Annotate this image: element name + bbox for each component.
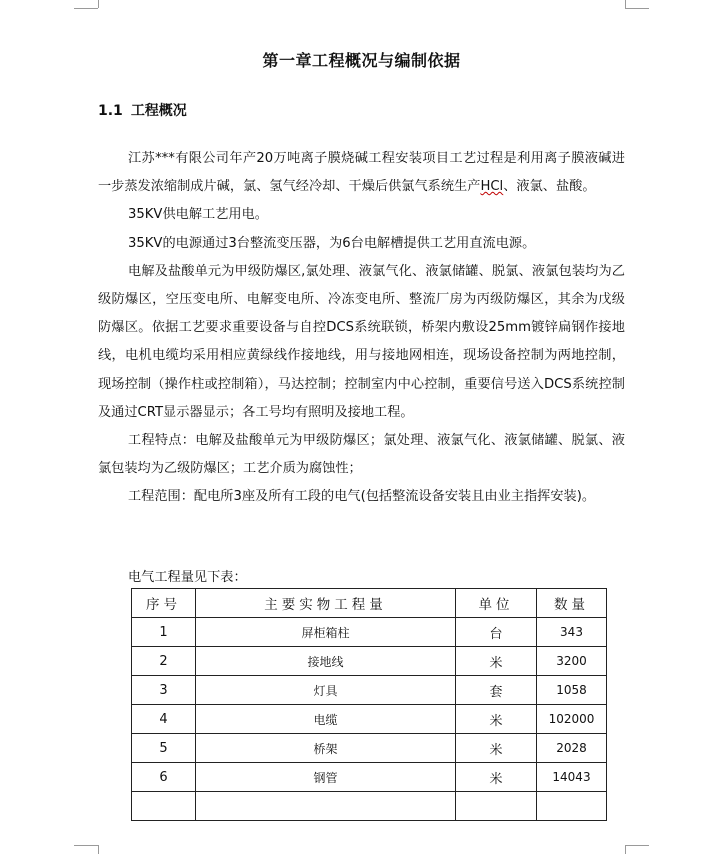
table-row <box>132 763 607 792</box>
crop-mark <box>625 845 626 854</box>
paragraph: 工程范围：配电所3座及所有工段的电气(包括整流设备安装且由业主指挥安装)。 <box>128 489 596 505</box>
table-row <box>132 705 607 734</box>
table-caption: 电气工程量见下表： <box>128 570 247 585</box>
paragraph: 35KV供电解工艺用电。 <box>128 207 268 223</box>
section-number: 1.1 <box>98 103 123 119</box>
paragraph <box>98 145 625 201</box>
cell-no: 6 <box>132 763 196 792</box>
body-text <box>98 145 625 512</box>
crop-mark <box>625 0 626 8</box>
crop-mark <box>625 8 649 9</box>
cell-unit: 米 <box>456 734 537 763</box>
cell-no: 1 <box>132 618 196 647</box>
table-row <box>132 618 607 647</box>
cell-item: 钢管 <box>196 763 456 792</box>
header-unit: 单位 <box>456 589 537 618</box>
cell-qty: 102000 <box>537 705 607 734</box>
cell-qty: 343 <box>537 618 607 647</box>
cell-item: 电缆 <box>196 705 456 734</box>
cell-qty: 2028 <box>537 734 607 763</box>
paragraph: 35KV的电源通过3台整流变压器，为6台电解槽提供工艺用直流电源。 <box>128 235 536 251</box>
crop-mark <box>74 8 98 9</box>
paragraph-text: 江苏***有限公司年产20万吨离子膜烧碱工程安装项目工艺过程是利用离子膜液碱进一步蒸发浓缩制成片碱，氯、氢气经冷却、干燥后供氯气系统生产 <box>98 151 625 195</box>
crop-mark <box>74 845 98 846</box>
table-header-row <box>132 589 607 618</box>
table-row <box>132 734 607 763</box>
cell-unit <box>456 792 537 821</box>
quantity-table <box>131 588 607 821</box>
paragraph: 电解及盐酸单元为甲级防爆区,氯处理、液氯气化、液氯储罐、脱氯、液氯包装均为乙级防爆区，空压变电所、电解变电所、冷冻变电所、整流厂房为丙级防爆区，其余为戊级防爆区。依据工艺要求重要设备与自控DCS系统联锁，桥架内敷设25mm镀锌扁钢作接地线，电机电缆均采用相应黄绿线作接地线，用与接地网相连，现场设备控制为两地控制，现场控制（操作柱或控制箱），马达控制；控制室内中心控制，重要信号送入DCS系统控制及通过CRT显示器显示；各工号均有照明及接地工程。 <box>98 263 625 420</box>
cell-item: 灯具 <box>196 676 456 705</box>
table-row <box>132 676 607 705</box>
spellcheck-marked-word: HCl <box>480 179 504 195</box>
cell-qty: 3200 <box>537 647 607 676</box>
crop-mark <box>625 845 649 846</box>
cell-item <box>196 792 456 821</box>
cell-item: 桥架 <box>196 734 456 763</box>
cell-unit: 米 <box>456 763 537 792</box>
table-row-empty <box>132 792 607 821</box>
cell-unit: 米 <box>456 647 537 676</box>
paragraph: 工程特点：电解及盐酸单元为甲级防爆区；氯处理、液氯气化、液氯储罐、脱氯、液氯包装均为乙级防爆区；工艺介质为腐蚀性； <box>98 433 625 477</box>
cell-no <box>132 792 196 821</box>
cell-qty: 1058 <box>537 676 607 705</box>
cell-no: 5 <box>132 734 196 763</box>
section-title: 工程概况 <box>130 103 187 119</box>
header-no: 序号 <box>132 589 196 618</box>
crop-mark <box>98 0 99 8</box>
cell-no: 2 <box>132 647 196 676</box>
crop-mark <box>98 845 99 854</box>
cell-item: 屏柜箱柱 <box>196 618 456 647</box>
header-item: 主要实物工程量 <box>196 589 456 618</box>
cell-unit: 米 <box>456 705 537 734</box>
cell-qty: 14043 <box>537 763 607 792</box>
cell-item: 接地线 <box>196 647 456 676</box>
cell-no: 3 <box>132 676 196 705</box>
header-qty: 数量 <box>537 589 607 618</box>
cell-qty <box>537 792 607 821</box>
cell-unit: 台 <box>456 618 537 647</box>
chapter-title: 第一章工程概况与编制依据 <box>262 51 461 70</box>
cell-no: 4 <box>132 705 196 734</box>
cell-unit: 套 <box>456 676 537 705</box>
table-row <box>132 647 607 676</box>
paragraph-text: 、液氯、盐酸。 <box>503 179 596 195</box>
section-heading <box>98 100 187 120</box>
